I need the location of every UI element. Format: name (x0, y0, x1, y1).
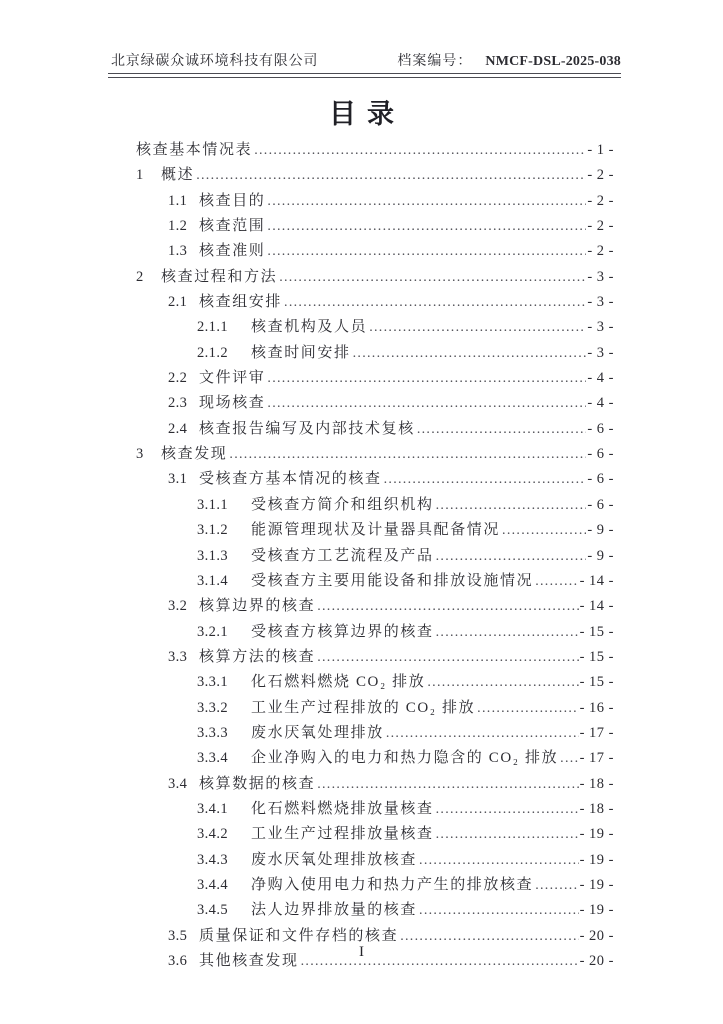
toc-entry-number: 3.3.3 (197, 724, 228, 741)
toc-entry (99, 391, 614, 416)
toc-entry-number: 3.3.4 (197, 750, 228, 767)
toc-entry (99, 138, 614, 163)
toc-entry-number: 2 (136, 268, 144, 285)
toc-entry-title: 其他核查发现 (199, 953, 299, 969)
toc-entry-number: 1.3 (168, 243, 188, 260)
toc-entry-title: 核查发现 (161, 446, 228, 463)
file-number-group (397, 50, 621, 70)
dot-leader (254, 138, 586, 163)
toc-entry (99, 341, 614, 366)
dot-leader (384, 467, 587, 492)
dot-leader (317, 772, 578, 797)
toc-entry (99, 214, 614, 239)
dot-leader (436, 620, 579, 645)
dot-leader (477, 696, 578, 721)
toc-entry-title: 核算边界的核查 (199, 598, 316, 615)
toc-entry-title: 核查目的 (199, 192, 266, 209)
file-number-label: 档案编号： (397, 54, 473, 69)
toc-entry-number: 1.1 (168, 192, 188, 209)
company-name: 北京绿碳众诚环境科技有限公司 (111, 54, 319, 69)
toc-entry-page: - 20 - (579, 953, 614, 969)
dot-leader (229, 442, 586, 467)
toc-entry (99, 670, 614, 695)
toc-entry-number: 3.4.2 (197, 826, 228, 843)
toc-entry-title: 质量保证和文件存档的核查 (199, 927, 399, 944)
dot-leader (317, 645, 578, 670)
toc-entry-number: 3.3.2 (197, 699, 228, 716)
toc-entry-number: 2.1.2 (197, 344, 228, 361)
toc-entry-page: - 15 - (579, 648, 614, 665)
toc-entry-number: 3.4.1 (197, 800, 228, 817)
toc-entry-number: 3.3.1 (197, 674, 228, 691)
dot-leader (436, 822, 579, 847)
file-number-value: NMCF-DSL-2025-038 (485, 54, 621, 69)
toc-entry-number: 3.1.3 (197, 547, 228, 564)
toc-entry (99, 442, 614, 467)
toc-entry-title: 受核查方主要用能设备和排放设施情况 (251, 572, 534, 589)
toc-entry (99, 746, 614, 771)
dot-leader (417, 417, 587, 442)
toc-entry-title: 文件评审 (199, 370, 266, 387)
toc-entry-page: - 19 - (579, 826, 614, 843)
toc-entry (99, 366, 614, 391)
toc-entry (99, 467, 614, 492)
toc-entry-title: 受核查方基本情况的核查 (199, 471, 382, 488)
toc-entry-page: - 3 - (587, 268, 614, 285)
toc-entry-page: - 1 - (587, 142, 614, 158)
toc-entry-title: 废水厌氧处理排放 (251, 724, 384, 741)
toc-entry-title: 能源管理现状及计量器具配备情况 (251, 522, 501, 539)
toc-entry-page: - 9 - (587, 522, 614, 539)
dot-leader (436, 797, 579, 822)
toc-entry-title: 概述 (161, 167, 195, 184)
dot-leader (535, 873, 578, 898)
toc-entry (99, 417, 614, 442)
page-number: I (359, 944, 364, 960)
toc-entry-title: 受核查方核算边界的核查 (251, 623, 434, 640)
toc-entry-page: - 17 - (579, 750, 614, 767)
toc-entry (99, 898, 614, 923)
dot-leader (535, 569, 578, 594)
toc-entry (99, 315, 614, 340)
dot-leader (419, 848, 579, 873)
toc-entry-number: 2.1.1 (197, 319, 228, 336)
toc-entry-number: 3.2.1 (197, 623, 228, 640)
toc-entry-number: 3.4.3 (197, 851, 228, 868)
toc-entry (99, 620, 614, 645)
toc-entry-page: - 4 - (587, 370, 614, 387)
dot-leader (279, 265, 586, 290)
toc-entry-title: 核查基本情况表 (136, 142, 253, 158)
toc-entry-page: - 2 - (587, 218, 614, 235)
toc-entry-number: 2.3 (168, 395, 188, 412)
toc-entry (99, 797, 614, 822)
toc-entry-title: 核算数据的核查 (199, 775, 316, 792)
dot-leader (196, 163, 586, 188)
toc-entry-page: - 14 - (579, 598, 614, 615)
toc-entry (99, 873, 614, 898)
dot-leader (560, 746, 578, 771)
page-title: 目录 (329, 99, 405, 129)
header-rule (108, 77, 621, 78)
dot-leader (436, 493, 587, 518)
toc-entry-page: - 19 - (579, 851, 614, 868)
dot-leader (267, 366, 586, 391)
toc-entry (99, 721, 614, 746)
toc-entry-page: - 16 - (579, 699, 614, 716)
toc-entry-title: 核查时间安排 (251, 344, 351, 361)
toc-entry-title: 核查过程和方法 (161, 268, 278, 285)
dot-leader (267, 391, 586, 416)
toc-entry-page: - 6 - (587, 471, 614, 488)
toc-entry-page: - 19 - (579, 876, 614, 893)
toc-entry (99, 772, 614, 797)
toc-entry-number: 3.6 (168, 953, 188, 969)
toc-entry-page: - 6 - (587, 420, 614, 437)
toc-entry (99, 822, 614, 847)
toc-entry-page: - 4 - (587, 395, 614, 412)
toc-entry-number: 2.1 (168, 294, 188, 311)
toc-entry-title: 核查组安排 (199, 294, 283, 311)
toc-entry (99, 594, 614, 619)
toc-entry-page: - 18 - (579, 800, 614, 817)
toc-entry-title: 核查机构及人员 (251, 319, 368, 336)
dot-leader (353, 341, 587, 366)
toc-entry (99, 265, 614, 290)
toc-entry-number: 1.2 (168, 218, 188, 235)
toc-entry-page: - 6 - (587, 496, 614, 513)
table-of-contents (99, 138, 614, 974)
toc-entry-page: - 17 - (579, 724, 614, 741)
toc-entry (99, 290, 614, 315)
toc-entry-number: 2.2 (168, 370, 188, 387)
toc-entry-page: - 2 - (587, 167, 614, 184)
toc-entry (99, 544, 614, 569)
dot-leader (267, 189, 586, 214)
toc-entry-number: 3 (136, 446, 144, 463)
toc-entry-number: 3.4.5 (197, 902, 228, 919)
toc-entry-page: - 14 - (579, 572, 614, 589)
toc-entry-title: 受核查方工艺流程及产品 (251, 547, 434, 564)
toc-entry-title: 化石燃料燃烧排放量核查 (251, 800, 434, 817)
dot-leader (267, 239, 586, 264)
dot-leader (419, 898, 579, 923)
toc-entry-number: 3.1.2 (197, 522, 228, 539)
dot-leader (284, 290, 586, 315)
toc-entry-title: 受核查方简介和组织机构 (251, 496, 434, 513)
dot-leader (369, 315, 586, 340)
toc-entry-number: 3.1.1 (197, 496, 228, 513)
toc-entry-title: 工业生产过程排放的 CO₂ 排放 (251, 699, 476, 716)
toc-entry (99, 848, 614, 873)
toc-entry-number: 3.1 (168, 471, 188, 488)
toc-entry (99, 696, 614, 721)
dot-leader (427, 670, 578, 695)
toc-entry-page: - 20 - (579, 927, 614, 944)
toc-entry-number: 3.3 (168, 648, 188, 665)
toc-entry-title: 现场核查 (199, 395, 266, 412)
toc-entry (99, 518, 614, 543)
toc-entry-page: - 6 - (587, 446, 614, 463)
toc-entry-page: - 15 - (579, 623, 614, 640)
toc-entry (99, 163, 614, 188)
toc-entry (99, 239, 614, 264)
toc-entry-title: 废水厌氧处理排放核查 (251, 851, 418, 868)
dot-leader (317, 594, 578, 619)
toc-entry-title: 企业净购入的电力和热力隐含的 CO₂ 排放 (251, 750, 559, 767)
toc-entry (99, 645, 614, 670)
toc-entry-page: - 9 - (587, 547, 614, 564)
toc-entry-page: - 2 - (587, 192, 614, 209)
dot-leader (267, 214, 586, 239)
toc-entry-title: 核查报告编写及内部技术复核 (199, 420, 415, 437)
toc-entry-title: 净购入使用电力和热力产生的排放核查 (251, 876, 534, 893)
toc-entry-number: 3.1.4 (197, 572, 228, 589)
toc-entry-number: 3.5 (168, 927, 188, 944)
toc-entry-number: 3.4 (168, 775, 188, 792)
toc-entry-number: 3.2 (168, 598, 188, 615)
toc-entry-title: 核算方法的核查 (199, 648, 316, 665)
document-header (108, 50, 621, 74)
toc-entry-number: 2.4 (168, 420, 188, 437)
toc-entry (99, 189, 614, 214)
toc-entry-title: 核查准则 (199, 243, 266, 260)
toc-entry-title: 工业生产过程排放量核查 (251, 826, 434, 843)
toc-entry-page: - 18 - (579, 775, 614, 792)
toc-entry-title: 核查范围 (199, 218, 266, 235)
dot-leader (436, 544, 587, 569)
dot-leader (502, 518, 586, 543)
toc-entry-number: 3.4.4 (197, 876, 228, 893)
toc-entry-title: 化石燃料燃烧 CO₂ 排放 (251, 674, 426, 691)
toc-entry-page: - 15 - (579, 674, 614, 691)
toc-entry (99, 493, 614, 518)
toc-entry-page: - 2 - (587, 243, 614, 260)
toc-entry-title: 法人边界排放量的核查 (251, 902, 418, 919)
toc-entry-page: - 3 - (587, 319, 614, 336)
toc-entry-page: - 3 - (587, 294, 614, 311)
toc-entry-page: - 19 - (579, 902, 614, 919)
toc-entry-number: 1 (136, 167, 144, 184)
toc-entry-page: - 3 - (587, 344, 614, 361)
toc-entry (99, 569, 614, 594)
dot-leader (386, 721, 579, 746)
